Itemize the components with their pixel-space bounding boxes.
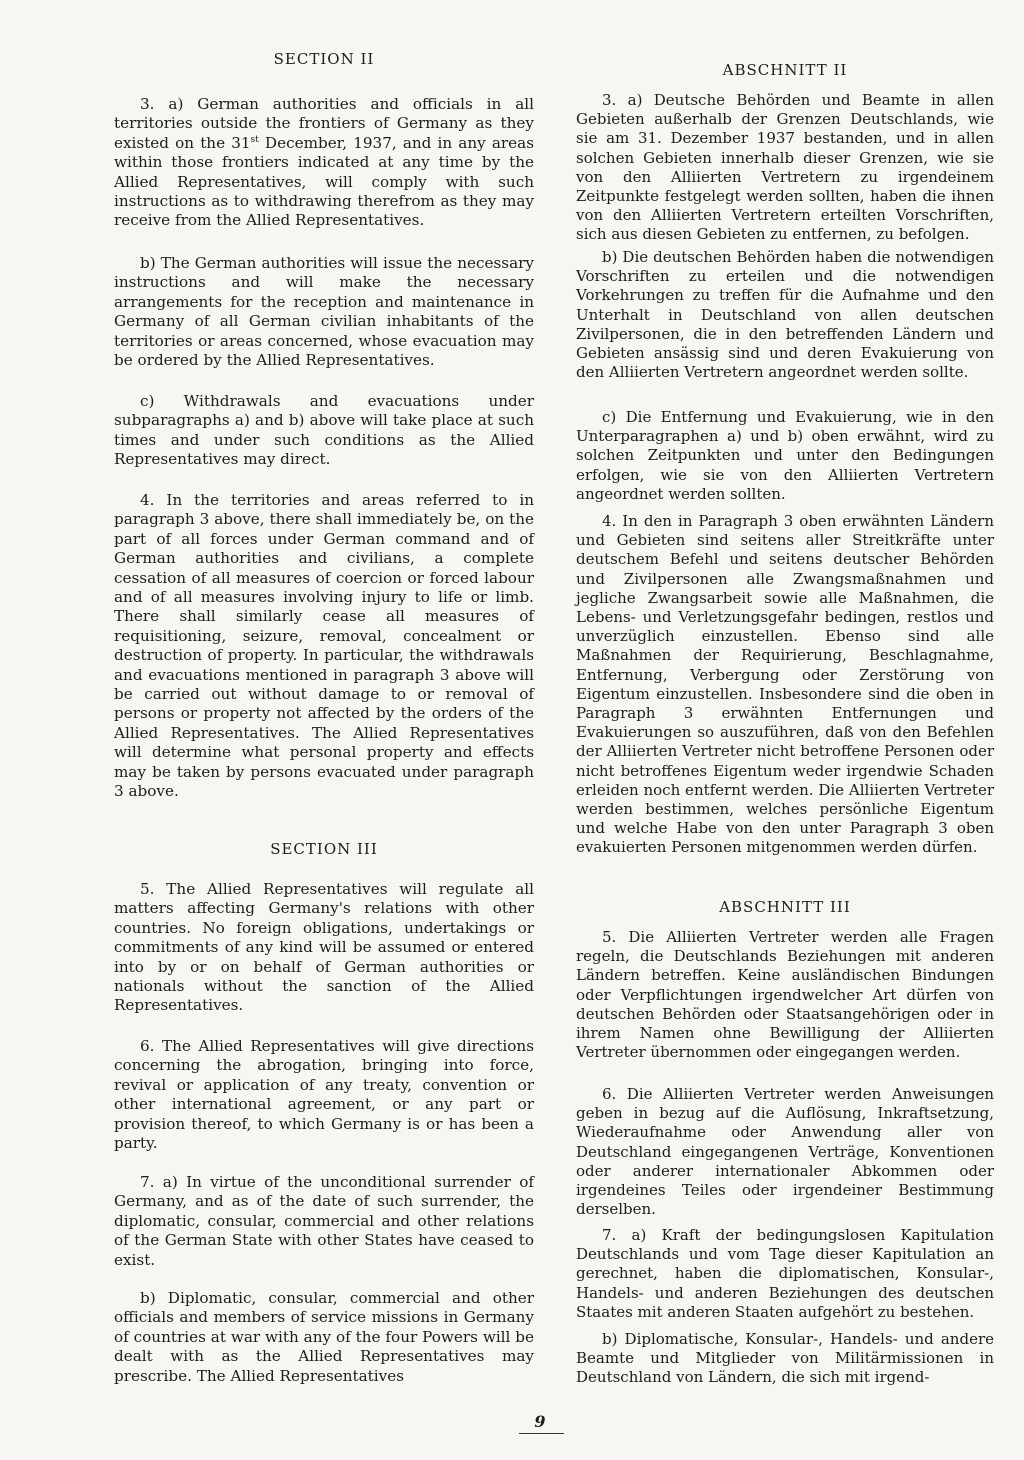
paragraph-3b-de: b) Die deutschen Behörden haben die notwendigen Vorschriften zu erteilen und die notwendigen Vorkehrungen zu treffen für die Aufnahme und den Unterhalt in Deutschland von allen deutschen Zivilpersonen, die in den betreffenden Ländern und Gebieten ansässig sind und deren Evakuierung von den Alliierten Vertretern angeordnet werden sollte.	[576, 248, 994, 382]
paragraph-4-de: 4. In den in Paragraph 3 oben erwähnten Ländern und Gebieten sind seitens aller Streitkräfte unter deutschem Befehl und seitens deutscher Behörden und Zivilpersonen alle Zwangsmaßnahmen und jegliche Zwangsarbeit sowie alle Maßnahmen, die Lebens- und Verletzungsgefahr bedingen, restlos und unverzüglich einzustellen. Ebenso sind alle Maßnahmen der Requirierung, Beschlagnahme, Entfernung, Verbergung oder Zerstörung von Eigentum einzustellen. Insbesondere sind die oben in Paragraph 3 erwähnten Entfernungen und Evakuierungen so auszuführen, daß von den Befehlen der Alliierten Vertreter nicht betroffene Personen oder nicht betroffenes Eigentum weder irgendwie Schaden erleiden noch entfernt werden. Die Alliierten Vertreter werden bestimmen, welches persönliche Eigentum und welche Habe von den unter Paragraph 3 oben evakuierten Personen mitgenommen werden dürfen.	[576, 512, 994, 857]
page-number: 9	[534, 1412, 546, 1431]
section-ii-heading: SECTION II	[273, 50, 375, 68]
abschnitt-iii-heading: ABSCHNITT III	[719, 898, 851, 916]
paragraph-6-en: 6. The Allied Representatives will give directions concerning the abrogation, bringing into force, revival or application of any treaty, convention or other international agreement, or any part or provision thereof, to which Germany is or has been a party.	[114, 1037, 534, 1153]
paragraph-6-de: 6. Die Alliierten Vertreter werden Anweisungen geben in bezug auf die Auflösung, Inkraftsetzung, Wiederaufnahme oder Anwendung aller von Deutschland eingegangenen Verträge, Konventionen oder anderer internationaler Abkommen oder irgendeines Teiles oder irgendeiner Bestimmung derselben.	[576, 1085, 994, 1219]
paragraph-7a-de: 7. a) Kraft der bedingungslosen Kapitulation Deutschlands und vom Tage dieser Kapitulation an gerechnet, haben die diplomatischen, Konsular-, Handels- und anderen Beziehungen des deutschen Staates mit anderen Staaten aufgehört zu bestehen.	[576, 1226, 994, 1321]
section-iii-heading: SECTION III	[270, 840, 378, 858]
paragraph-3a-en-text: 3. a) German authorities and officials in all territories outside the frontiers of Germany as they existed on the 31	[114, 95, 534, 152]
paragraph-3a-en	[114, 95, 534, 231]
paragraph-7b-en: b) Diplomatic, consular, commercial and other officials and members of service missions in Germany of countries at war with any of the four Powers will be dealt with as the Allied Representatives may prescribe. The Allied Representatives	[114, 1289, 534, 1385]
page-number-rule	[519, 1433, 564, 1434]
paragraph-7a-en: 7. a) In virtue of the unconditional surrender of Germany, and as of the date of such surrender, the diplomatic, consular, commercial and other relations of the German State with other States have ceased to exist.	[114, 1173, 534, 1269]
paragraph-3c-en: c) Withdrawals and evacuations under subparagraphs a) and b) above will take place at such times and under such conditions as the Allied Representatives may direct.	[114, 392, 534, 469]
abschnitt-ii-heading: ABSCHNITT II	[722, 61, 848, 79]
ordinal-suffix: st	[250, 134, 259, 145]
paragraph-7b-de: b) Diplomatische, Konsular-, Handels- und andere Beamte und Mitglieder von Militärmissionen in Deutschland von Ländern, die sich mit irgend-	[576, 1330, 994, 1387]
paragraph-3a-en-rest: December, 1937, and in any areas within those frontiers indicated at any time by the Allied Representatives, will comply with such instructions as to withdrawing therefrom as they may receive from the Allied Representatives.	[114, 133, 534, 230]
paragraph-5-en: 5. The Allied Representatives will regulate all matters affecting Germany's relations with other countries. No foreign obligations, undertakings or commitments of any kind will be assumed or entered into by or on behalf of German authorities or nationals without the sanction of the Allied Representatives.	[114, 880, 534, 1015]
paragraph-3b-en: b) The German authorities will issue the necessary instructions and will make the necessary arrangements for the reception and maintenance in Germany of all German civilian inhabitants of the territories or areas concerned, whose evacuation may be ordered by the Allied Representatives.	[114, 254, 534, 370]
paragraph-3c-de: c) Die Entfernung und Evakuierung, wie in den Unterparagraphen a) und b) oben erwähnt, wird zu solchen Zeitpunkten und unter den Bedingungen erfolgen, wie sie von den Alliierten Vertretern angeordnet werden sollten.	[576, 408, 994, 503]
paragraph-4-en: 4. In the territories and areas referred to in paragraph 3 above, there shall immediately be, on the part of all forces under German command and of German authorities and civilians, a complete cessation of all measures of coercion or forced labour and of all measures involving injury to life or limb. There shall similarly cease all measures of requisitioning, seizure, removal, concealment or destruction of property. In particular, the withdrawals and evacuations mentioned in paragraph 3 above will be carried out without damage to or removal of persons or property not affected by the orders of the Allied Representatives. The Allied Representatives will determine what personal property and effects may be taken by persons evacuated under paragraph 3 above.	[114, 491, 534, 801]
paragraph-5-de: 5. Die Alliierten Vertreter werden alle Fragen regeln, die Deutschlands Beziehungen mit anderen Ländern betreffen. Keine ausländischen Bindungen oder Verpflichtungen irgendwelcher Art dürfen von deutschen Behörden oder Staatsangehörigen oder in ihrem Namen ohne Bewilligung der Alliierten Vertreter übernommen oder eingegangen werden.	[576, 928, 994, 1062]
paragraph-3a-de: 3. a) Deutsche Behörden und Beamte in allen Gebieten außerhalb der Grenzen Deutschlands, wie sie am 31. Dezember 1937 bestanden, und in allen solchen Gebieten innerhalb dieser Grenzen, wie sie von den Alliierten Vertretern zu irgendeinem Zeitpunkte festgelegt werden sollten, haben die ihnen von den Alliierten Vertretern erteilten Vorschriften, sich aus diesen Gebieten zu entfernen, zu befolgen.	[576, 91, 994, 244]
